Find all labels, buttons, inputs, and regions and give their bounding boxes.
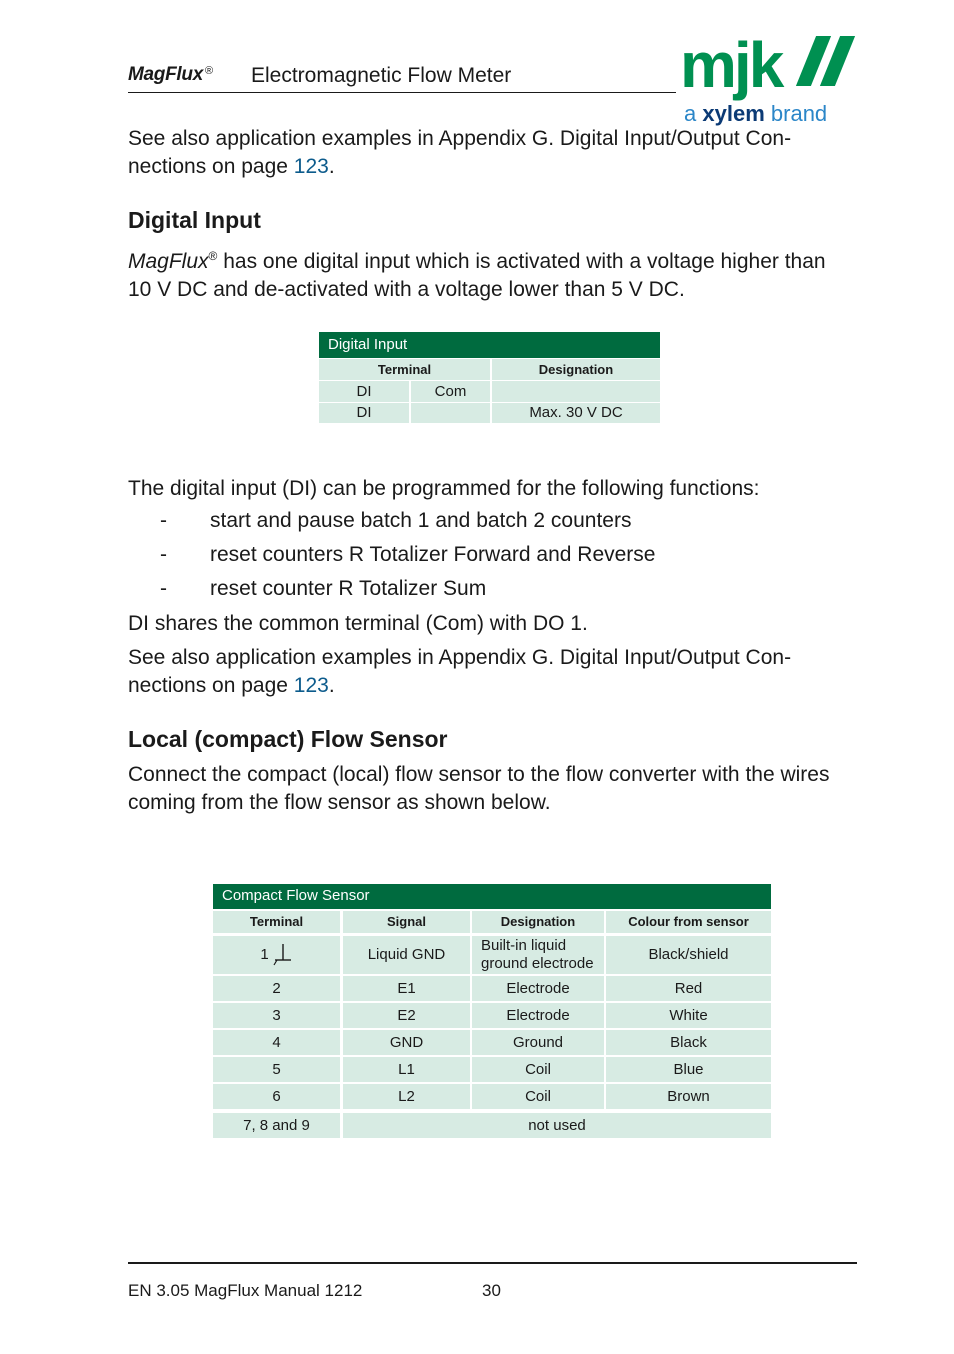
- table-cell: Blue: [606, 1057, 771, 1082]
- table-cell: Coil: [472, 1084, 604, 1109]
- table-cell: Built-in liquid ground electrode: [472, 936, 604, 974]
- flow-sensor-paragraph: Connect the compact (local) flow sensor to the flow converter with the wires coming from the flow sensor as shown below.: [128, 763, 830, 814]
- table-cell: 6: [213, 1084, 340, 1109]
- table-cell: Brown: [606, 1084, 771, 1109]
- table-cell: L1: [343, 1057, 470, 1082]
- table-header-terminal: Terminal: [213, 911, 340, 933]
- footer-doc-id: EN 3.05 MagFlux Manual 1212: [128, 1281, 363, 1300]
- list-item: reset counter R Totalizer Sum: [210, 577, 487, 600]
- list-item: reset counters R Totalizer Forward and Reverse: [210, 543, 656, 566]
- logo-tagline: a xylem brand: [684, 101, 828, 126]
- header-title: Electromagnetic Flow Meter: [251, 64, 512, 87]
- flow-sensor-table-caption: Compact Flow Sensor: [213, 884, 771, 909]
- ground-icon: [273, 943, 293, 967]
- table-cell: Electrode: [472, 1003, 604, 1028]
- page-link[interactable]: 123: [293, 674, 329, 697]
- table-cell: Ground: [472, 1030, 604, 1055]
- table-cell: 3: [213, 1003, 340, 1028]
- table-cell: Liquid GND: [343, 936, 470, 974]
- table-cell: Black/shield: [606, 936, 771, 974]
- table-header-terminal: Terminal: [319, 359, 490, 380]
- table-cell: Max. 30 V DC: [492, 403, 660, 423]
- table-cell: [411, 403, 490, 423]
- brand-name: MagFlux ®: [128, 64, 213, 85]
- table-cell: 5: [213, 1057, 340, 1082]
- bullet-dash: -: [160, 577, 167, 600]
- shares-paragraph: DI shares the common terminal (Com) with DO 1.: [128, 612, 588, 635]
- table-cell: E1: [343, 976, 470, 1001]
- flow-sensor-heading: Local (compact) Flow Sensor: [128, 726, 448, 752]
- digital-input-table-caption: Digital Input: [319, 332, 660, 358]
- functions-intro: The digital input (DI) can be programmed for the following functions:: [128, 477, 760, 500]
- table-cell: E2: [343, 1003, 470, 1028]
- footer-rule: [128, 1262, 857, 1264]
- digital-input-heading: Digital Input: [128, 207, 261, 233]
- table-cell-terminal: 1: [213, 936, 340, 974]
- table-header-colour: Colour from sensor: [606, 911, 771, 933]
- table-cell: White: [606, 1003, 771, 1028]
- intro-paragraph: See also application examples in Appendix G. Digital Input/Output Con-nections on page 123.: [128, 127, 792, 178]
- table-header-designation: Designation: [492, 359, 660, 380]
- table-cell: DI: [319, 381, 409, 402]
- table-header-signal: Signal: [343, 911, 470, 933]
- table-cell: Black: [606, 1030, 771, 1055]
- table-cell: DI: [319, 403, 409, 423]
- page-link[interactable]: 123: [293, 155, 329, 178]
- table-cell: Com: [411, 381, 490, 402]
- table-cell: 7, 8 and 9: [213, 1113, 340, 1138]
- table-cell: [492, 381, 660, 402]
- bullet-dash: -: [160, 509, 167, 532]
- table-cell: Red: [606, 976, 771, 1001]
- page-number: 30: [482, 1281, 501, 1300]
- table-cell: Coil: [472, 1057, 604, 1082]
- table-cell: L2: [343, 1084, 470, 1109]
- see-also-paragraph: See also application examples in Appendix G. Digital Input/Output Con-nections on page 123.: [128, 646, 792, 697]
- table-cell: 4: [213, 1030, 340, 1055]
- table-cell: not used: [343, 1113, 771, 1138]
- table-cell: Electrode: [472, 976, 604, 1001]
- bullet-dash: -: [160, 543, 167, 566]
- logo-wordmark: mjk: [680, 29, 782, 101]
- table-cell: GND: [343, 1030, 470, 1055]
- list-item: start and pause batch 1 and batch 2 counters: [210, 509, 632, 532]
- table-cell: 2: [213, 976, 340, 1001]
- table-header-designation: Designation: [472, 911, 604, 933]
- digital-input-paragraph: MagFlux® has one digital input which is activated with a voltage higher than 10 V DC and de-activated with a voltage lower than 5 V DC.: [128, 249, 826, 301]
